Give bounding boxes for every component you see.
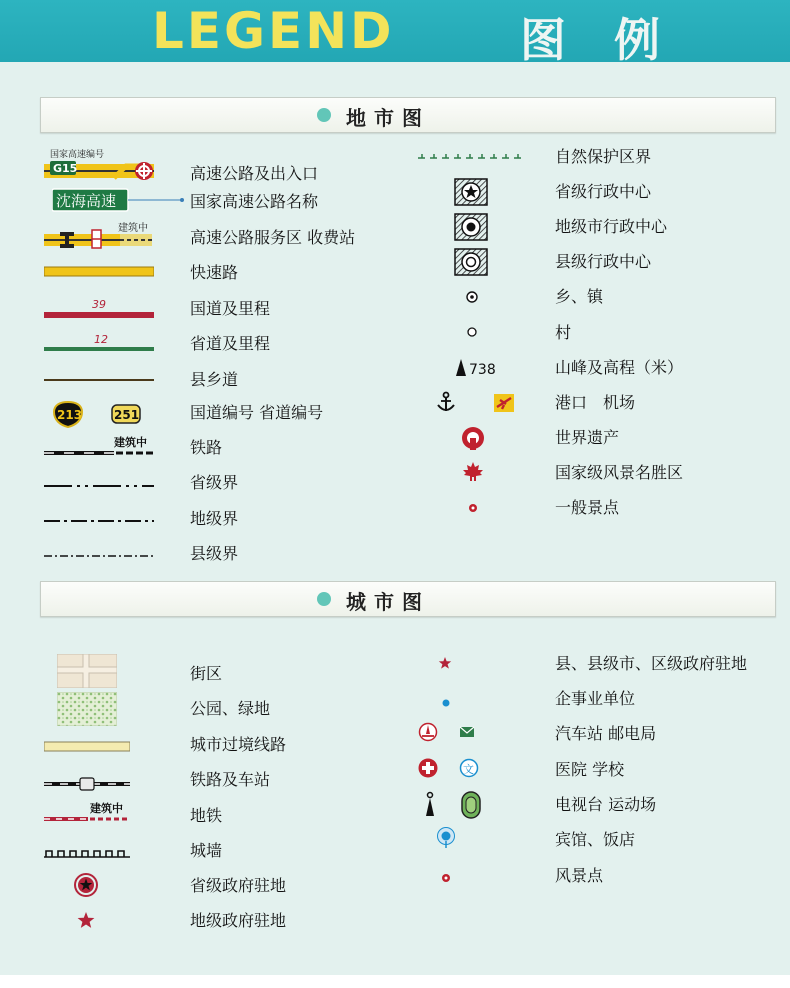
county-boundary-icon [44,552,154,560]
legend-label-scenic-spot: 一般景点 [555,498,620,517]
legend-label-provincial-boundary: 省级界 [190,473,239,492]
legend-label-prefecture-city: 地级市行政中心 [555,217,668,236]
service-area-toll-icon [44,222,156,250]
legend-label-park: 公园、绿地 [190,699,271,718]
prefecture-city-icon [454,213,488,241]
hotel-restaurant-icon [435,826,457,850]
provincial-government-icon [73,872,99,898]
world-heritage-icon [461,426,485,450]
legend-label-world-heritage: 世界遗产 [555,428,620,447]
page-bottom-margin [0,975,790,988]
legend-label-expressway-name: 国家高速公路名称 [190,192,319,211]
bus-station-post-office-icon [418,722,480,742]
school-icon [461,760,478,777]
legend-label-city-wall: 城墙 [190,841,223,860]
provincial-capital-icon [454,178,488,206]
mountain-height-label: 738 [469,362,496,378]
legend-title-chinese: 图 例 [520,13,677,67]
village-icon [466,326,478,338]
city-block-icon [57,654,117,688]
legend-header [0,0,790,67]
provincial-boundary-icon [44,482,154,490]
legend-label-township: 乡、镇 [555,287,604,306]
park-green-icon [57,692,117,726]
mountain-peak-icon [455,358,503,378]
legend-label-express-road: 快速路 [190,263,239,282]
county-government-icon [438,656,452,670]
bus-station-icon [420,724,437,741]
legend-label-subway: 地铁 [190,806,223,825]
township-icon [465,290,479,304]
legend-label-hotel-restaurant: 宾馆、饭店 [555,830,636,849]
section-dot-icon [317,108,331,122]
legend-label-city-scenic-spot: 风景点 [555,866,604,885]
legend-label-transit-road: 城市过境线路 [190,735,287,754]
post-office-icon [460,727,474,737]
prefecture-boundary-icon [44,517,154,525]
expressway-name-sign: 沈海高速 [56,192,117,210]
expressway-code: G15 [53,162,78,175]
provincial-road-number: 251 [114,408,140,422]
legend-label-prefecture-government: 地级政府驻地 [190,911,287,930]
road-number-shield-icon [52,400,144,428]
section-header-city-map [40,581,776,617]
legend-label-provincial-capital: 省级行政中心 [555,182,652,201]
national-scenic-area-icon [462,461,484,483]
school-char: 文 [463,763,474,776]
city-scenic-spot-icon [440,872,452,884]
legend-label-nature-reserve: 自然保护区界 [555,147,652,166]
section-dot-icon [317,592,331,606]
scenic-spot-icon [467,502,479,514]
legend-label-bus-post: 汽车站 邮电局 [555,724,657,743]
national-road-icon [44,296,154,322]
legend-title: LEGEND [152,2,395,60]
legend-label-railway: 铁路 [190,438,223,457]
legend-label-port-airport: 港口 机场 [555,393,636,412]
legend-label-railway-station: 铁路及车站 [190,770,271,789]
subway-under-construction-label: 建筑中 [90,802,123,815]
stadium-icon [462,792,480,818]
legend-label-national-road: 国道及里程 [190,299,271,318]
institution-icon [441,698,451,708]
prefecture-government-icon [77,911,95,929]
provincial-road-icon [44,331,154,355]
section-title: 城市图 [346,590,430,614]
port-anchor-icon [438,393,454,412]
railway-under-construction-label: 建筑中 [114,436,147,449]
county-center-icon [454,248,488,276]
national-road-number: 213 [57,408,83,422]
legend-label-provincial-government: 省级政府驻地 [190,876,287,895]
port-airport-icon [436,391,518,415]
legend-label-hospital-school: 医院 学校 [555,760,625,779]
tv-station-icon [426,793,434,817]
hospital-icon [419,759,438,778]
expressway-number-caption: 国家高速编号 [50,150,105,160]
legend-label-expressway: 高速公路及出入口 [190,164,319,183]
railway-station-icon [44,776,130,792]
legend-label-county-government: 县、县级市、区级政府驻地 [555,654,748,673]
legend-label-national-scenic-area: 国家级风景名胜区 [555,463,684,482]
legend-label-county-center: 县级行政中心 [555,252,652,271]
legend-label-county-road: 县乡道 [190,370,239,389]
city-wall-icon [44,846,130,860]
railway-icon [44,434,156,460]
legend-label-service-area: 高速公路服务区 收费站 [190,228,356,247]
legend-label-tv-stadium: 电视台 运动场 [555,795,657,814]
legend-label-city-block: 街区 [190,664,223,683]
legend-label-village: 村 [555,323,572,342]
section-title: 地市图 [346,106,430,130]
provincial-road-km-label: 12 [94,333,108,346]
tv-station-stadium-icon [420,790,486,820]
nature-reserve-boundary-icon [418,153,522,163]
national-road-km-label: 39 [92,298,106,311]
section-header-province-map [40,97,776,133]
legend-label-prefecture-boundary: 地级界 [190,509,239,528]
expressway-name-sign-icon [52,188,190,212]
county-road-icon [44,376,154,384]
transit-road-icon [44,740,130,754]
expressway-interchange-icon [44,148,164,188]
subway-icon [44,800,130,826]
legend-label-road-numbers: 国道编号 省道编号 [190,403,324,422]
legend-label-county-boundary: 县级界 [190,544,239,563]
legend-label-mountain: 山峰及高程（米） [555,358,684,377]
hospital-school-icon [417,757,483,779]
airport-icon [494,394,514,412]
under-construction-label: 建筑中 [118,223,148,234]
legend-label-provincial-road: 省道及里程 [190,334,271,353]
legend-label-institution: 企事业单位 [555,689,636,708]
express-road-icon [44,265,154,279]
